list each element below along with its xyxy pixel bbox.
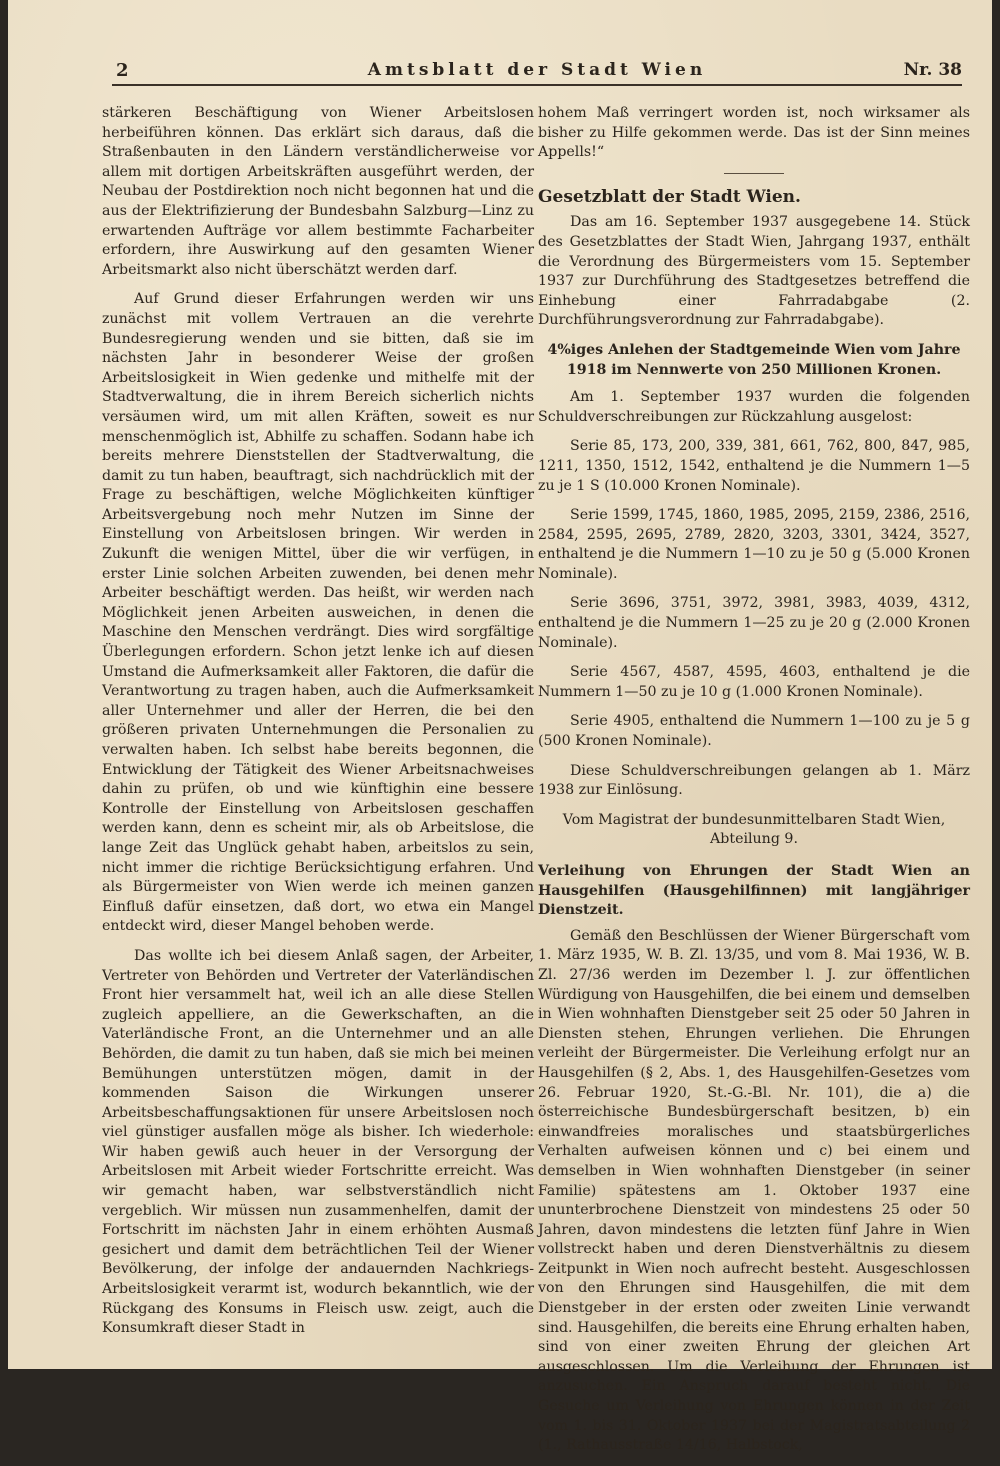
paragraph: Diese Schuldverschreibungen gelangen ab 1. März 1938 zur Einlösung. <box>538 762 970 799</box>
signature-line: Vom Magistrat der bundesunmittelbaren Stadt Wien, Abteilung 9. <box>562 811 946 848</box>
issue-number: Nr. 38 <box>903 60 962 80</box>
left-column <box>102 104 534 1349</box>
masthead-title: Amtsblatt der Stadt Wien <box>367 60 707 80</box>
paragraph: Auf Grund dieser Erfahrungen werden wir uns zunächst mit vollem Vertrauen an die verehrte Bundesregierung wenden und sie bitten, daß sie im nächsten Jahr in besonderer Weise der großen Arbeitslosigkeit in Wien gedenke und mithelfe mit der Stadtverwaltung, die in ihrem Bereich sicherlich nichts versäumen wird, um mit allen Kräften, soweit es nur menschenmöglich ist, Abhilfe zu schaffen. Sodann habe ich bereits mehrere Dienststellen der Stadtverwaltung, die damit zu tun haben, beauftragt, sich nachdrücklich mit der Frage zu beschäftigen, welche Möglichkeiten künftiger Arbeitsvergebung noch mehr Nutzen im Sinne der Einstellung von Arbeitslosen bringen. Wir werden in Zukunft die wenigen Mittel, über die wir verfügen, in erster Linie solchen Arbeiten zuwenden, bei denen mehr Arbeiter beschäftigt werden. Das heißt, wir werden nach Möglichkeit jenen Arbeiten ausweichen, in denen die Maschine den Menschen verdrängt. Dies wird sorgfältige Überlegungen erfordern. Schon jetzt lenke ich auf diesen Umstand die Aufmerksamkeit aller Faktoren, die dafür die Verantwortung zu tragen haben, auch die Aufmerksamkeit aller Unternehmer und aller der Herren, die bei den größeren privaten Unternehmungen die Personalien zu verwalten haben. Ich selbst habe bereits begonnen, die Entwicklung der Tätigkeit des Wiener Arbeitsnachweises dahin zu prüfen, ob und wie künftighin eine bessere Kontrolle der Einstellung von Arbeitslosen geschaffen werden kann, denn es scheint mir, als ob Arbeitslose, die lange Zeit das Unglück gehabt haben, arbeitslos zu sein, nicht immer die richtige Berücksichtigung erfahren. Und als Bürgermeister von Wien werde ich meinen ganzen Einfluß dafür einsetzen, daß dort, wo etwa ein Mangel entdeckt wird, dieser Mangel behoben werde. <box>102 291 534 935</box>
paragraph: Gemäß den Beschlüssen der Wiener Bürgerschaft vom 1. März 1935, W. B. Zl. 13/35, und vom 8. Mai 1936, W. B. Zl. 27/36 werden im Dezember l. J. zur öffentlichen Würdigung von Hausgehilfen, die bei einem und demselben in Wien wohnhaften Dienstgeber seit 25 oder 50 Jahren in Diensten stehen, Ehrungen verliehen. Die Ehrungen verleiht der Bürgermeister. Die Verleihung erfolgt nur an Hausgehilfen (§ 2, Abs. 1, des Hausgehilfen-Gesetzes vom 26. Februar 1920, St.-G.-Bl. Nr. 101), die a) die österreichische Bundesbürgerschaft besitzen, b) ein einwandfreies moralisches und staatsbürgerliches Verhalten aufweisen können und c) bei einem und demselben in Wien wohnhaften Dienstgeber (in seiner Familie) spätestens am 1. Oktober 1937 eine ununterbrochene Dienstzeit von mindestens 25 oder 50 Jahren, davon mindestens die letzten fünf Jahre in Wien vollstreckt haben und deren Dienstverhältnis zu diesem Zeitpunkt in Wien noch aufrecht besteht. Ausgeschlossen von den Ehrungen sind Hausgehilfen, die mit dem Dienstgeber in der ersten oder zweiten Linie verwandt sind. Hausgehilfen, die bereits eine Ehrung erhalten haben, sind von einer zweiten Ehrung der gleichen Art ausgeschlossen. Um die Verleihung der Ehrungen ist anzusuchen. Ein Anspruch darauf besteht nicht. Die Gesuche um Verleihung von Ehrungen können in der Zeit vom 1. bis 31. Oktober 1937 bei der Magistratsabteilung 2 (1., Rathausstraße 14/16, Halbstock, <box>538 927 970 1454</box>
section-heading-ehrungen: Verleihung von Ehrungen der Stadt Wien an Hausgehilfen (Hausgehilfinnen) mit langjähriger Dienstzeit. <box>538 863 970 919</box>
paragraph: Serie 4567, 4587, 4595, 4603, enthaltend je die Nummern 1—50 zu je 10 g (1.000 Kronen Nominale). <box>538 664 970 700</box>
page-header <box>112 58 962 86</box>
paragraph: Serie 85, 173, 200, 339, 381, 661, 762, 800, 847, 985, 1211, 1350, 1512, 1542, enthaltend je die Nummern 1—5 zu je 1 S (10.000 Kronen Nominale). <box>538 438 970 494</box>
paragraph: Serie 1599, 1745, 1860, 1985, 2095, 2159, 2386, 2516, 2584, 2595, 2695, 2789, 2820, 3203, 3301, 3424, 3527, enthaltend je die Nummern 1—10 zu je 50 g (5.000 Kronen Nominale). <box>538 507 970 582</box>
newspaper-page <box>8 0 992 1454</box>
section-divider <box>724 173 784 174</box>
paragraph: hohem Maß verringert worden ist, noch wirksamer als bisher zu Hilfe gekommen werde. Das ist der Sinn meines Appells!“ <box>538 105 970 161</box>
paragraph: Serie 3696, 3751, 3972, 3981, 3983, 4039, 4312, enthaltend je die Nummern 1—25 zu je 20 g (2.000 Kronen Nominale). <box>538 595 970 651</box>
section-heading-gesetzblatt: Gesetzblatt der Stadt Wien. <box>538 186 801 207</box>
right-column <box>538 104 970 1466</box>
paragraph: Das wollte ich bei diesem Anlaß sagen, der Arbeiter, Vertreter von Behörden und Vertreter der Vaterländischen Front hier versammelt hat, weil ich an alle diese Stellen zugleich appelliere, an die Gewerkschaften, an die Vaterländische Front, an die Unternehmer und an alle Behörden, die damit zu tun haben, daß sie mich bei meinen Bemühungen unterstützen mögen, damit in der kommenden Saison die Wirkungen unserer Arbeitsbeschaffungsaktionen für unsere Arbeitslosen noch viel günstiger ausfallen möge als bisher. Ich wiederhole: Wir haben gewiß auch heuer in der Versorgung der Arbeitslosen mit Arbeit wieder Fortschritte erreicht. Was wir gemacht haben, war selbstverständlich nicht vergeblich. Wir müssen nun zusammenhelfen, damit der Fortschritt im nächsten Jahr in einem erhöhten Ausmaß gesichert und damit dem beträchtlichen Teil der Wiener Bevölkerung, der infolge der andauernden Nachkriegs-Arbeitslosigkeit verarmt ist, wodurch bekanntlich, wie der Rückgang des Konsums in Fleisch usw. zeigt, auch die Konsumkraft dieser Stadt in <box>102 947 534 1337</box>
paragraph: Am 1. September 1937 wurden die folgenden Schuldverschreibungen zur Rückzahlung ausgelost: <box>538 389 970 425</box>
paragraph: Das am 16. September 1937 ausgegebene 14. Stück des Gesetzblattes der Stadt Wien, Jahrgang 1937, enthält die Verordnung des Bürgermeisters vom 15. September 1937 zur Durchführung des Stadtgesetzes betreffend die Einhebung einer Fahrradabgabe (2. Durchführungsverordnung zur Fahrradabgabe). <box>538 214 970 329</box>
paragraph: stärkeren Beschäftigung von Wiener Arbeitslosen herbeiführen können. Das erklärt sich daraus, daß die Straßenbauten in den Ländern verständlicherweise vor allem mit dortigen Arbeitskräften ausgeführt werden, der Neubau der Postdirektion noch nicht begonnen hat und die aus der Elektrifizierung der Bundesbahn Salzburg—Linz zu erwartenden Aufträge vor allem bestimmte Facharbeiter erfordern, ihre Auswirkung auf den gesamten Wiener Arbeitsmarkt also nicht überschätzt werden darf. <box>102 105 534 278</box>
section-heading-anlehen: 4%iges Anlehen der Stadtgemeinde Wien vom Jahre 1918 im Nennwerte von 250 Millionen Kronen. <box>547 341 961 378</box>
page-number: 2 <box>116 60 129 81</box>
paragraph: Serie 4905, enthaltend die Nummern 1—100 zu je 5 g (500 Kronen Nominale). <box>538 713 970 750</box>
